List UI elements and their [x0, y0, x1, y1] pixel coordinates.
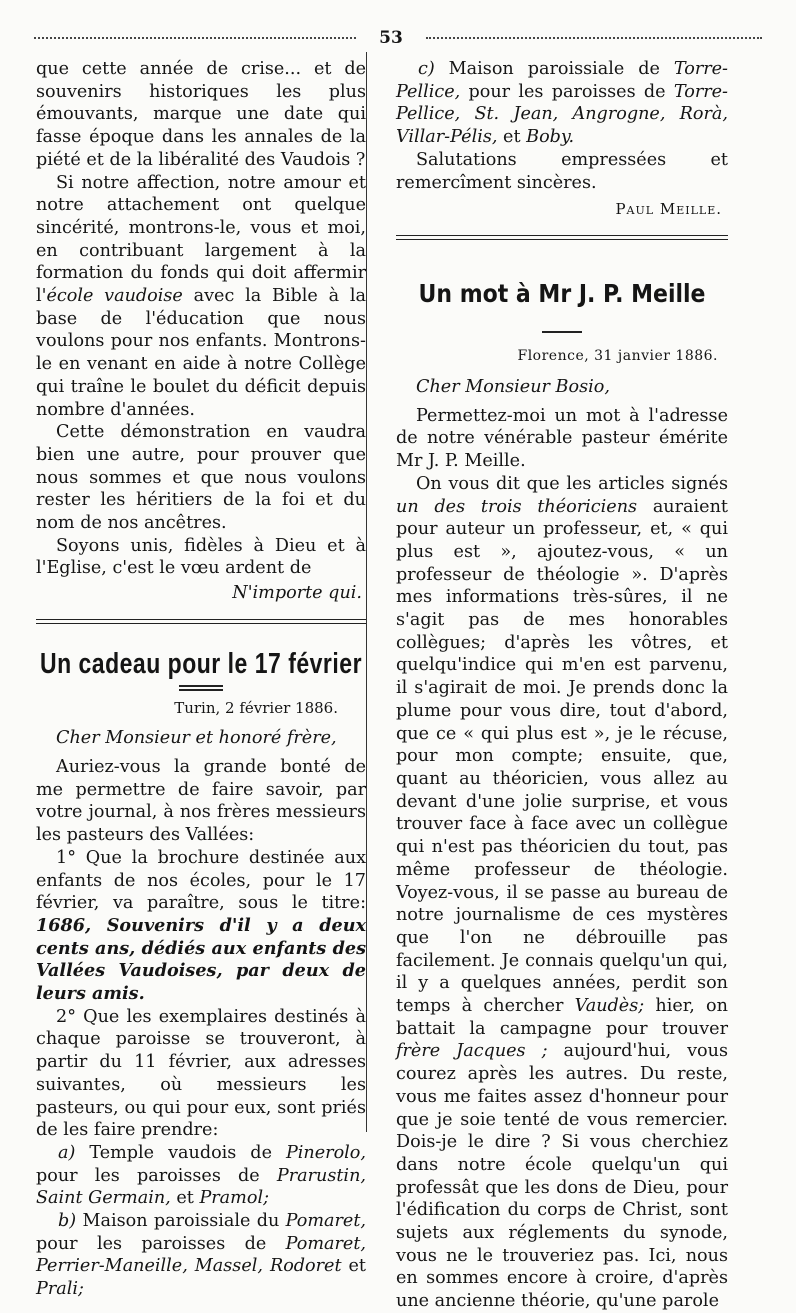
left-column: [36, 58, 366, 1301]
address-item: c) Maison paroissiale de Torre-Pellice, pour les paroisses de Torre-Pellice, St. Jean, Angrogne, Rorà, Villar-Pélis, et Boby.: [396, 59, 728, 148]
right-column: [396, 58, 728, 1313]
section-divider: [396, 235, 728, 240]
greeting: Cher Monsieur Bosio,: [416, 377, 610, 398]
address-item: b) Maison paroissiale du Pomaret, pour les paroisses de Pomaret, Perrier-Maneille, Massel, Rodoret et Prali;: [36, 1211, 366, 1300]
paragraph: Cette démonstration en vaudra bien une autre, pour prouver que nous sommes et que nous voulons rester les héritiers de la foi et du nom de nos ancêtres.: [36, 422, 366, 534]
page-header: [34, 28, 762, 46]
paragraph: Salutations empressées et remercîment sincères.: [396, 149, 728, 193]
dateline: Turin, 2 février 1886.: [174, 698, 338, 717]
paragraph: 1° Que la brochure destinée aux enfants de nos écoles, pour le 17 février, va paraître, sous le titre: 1686, Souvenirs d'il y a deux cents ans, dédiés aux enfants des Vallées Vaudoises, par deux de leurs amis.: [36, 847, 366, 1005]
greeting: Cher Monsieur et honoré frère,: [56, 728, 337, 749]
signature: Paul Meille.: [615, 200, 722, 219]
address-item: a) Temple vaudois de Pinerolo, pour les paroisses de Prarustin, Saint Germain, et Pramol;: [36, 1142, 366, 1209]
paragraph: Auriez-vous la grande bonté de me permettre de faire savoir, par votre journal, à nos frères messieurs les pasteurs des Vallées:: [36, 756, 366, 846]
dateline: Florence, 31 janvier 1886.: [517, 348, 718, 365]
title-ornament: [396, 317, 728, 340]
paragraph: On vous dit que les articles signés un des trois théoriciens auraient pour auteur un professeur, et, « qui plus est », ajoutez-vous, « un professeur de théologie ». D'après mes informations très-sûres, il ne s'agit pas de mes honorables collègues; d'après les vôtres, et quelqu'indice qui m'en est parvenu, il s'agirait de moi. Je prends donc la plume pour vous dire, tout d'abord, que ce « qui plus est », je le récuse, pour mon compte; ensuite, que, quant au théoricien, vous allez au devant d'une jolie surprise, et vous trouver face à face avec un collègue qui n'est pas théoricien du tout, pas même professeur de théologie. Voyez-vous, il se passe au bureau de notre journalisme de ces mystères que l'on ne débrouille pas facilement. Je connais quelqu'un qui, il y a quelques années, perdit son temps à chercher Vaudès; hier, on battait la campagne pour trouver frère Jacques ; aujourd'hui, vous courez après les autres. Du reste, vous me faites assez d'honneur pour que je soie tenté de vous remercier. Dois-je le dire ? Si vous cherchiez dans notre école quelqu'un qui professât que les dons de Dieu, pour l'édification du corps de Christ, sont sujets aux réglements du synode, vous ne le trouveriez pas. Ici, nous en sommes encore à croire, d'après une ancienne théorie, qu'une parole: [396, 473, 728, 1312]
signature: N'importe qui.: [232, 583, 362, 604]
paragraph: 2° Que les exemplaires destinés à chaque paroisse se trouveront, à partir du 11 février, aux adresses suivantes, où messieurs les pasteurs, ou qui pour eux, sont priés de les faire prendre:: [36, 1006, 366, 1141]
paragraph: Si notre affection, notre amour et notre attachement ont quelque sincérité, montrons-le, vous et moi, en contribuant largement à la formation du fonds qui doit affermir l'école vaudoise avec la Bible à la base de l'éducation que nous voulons pour nos enfants. Montrons-le en venant en aide à notre Collège qui traîne le boulet du déficit depuis nombre d'années.: [36, 172, 366, 420]
header-ornament-left: [34, 37, 356, 39]
title-ornament: [36, 685, 366, 691]
paragraph: que cette année de crise... et de souvenirs historiques les plus émouvants, marque une date qui fasse époque dans les annales de la piété et de la libéralité des Vaudois ?: [36, 59, 366, 170]
paragraph: Soyons unis, fidèles à Dieu et à l'Eglise, c'est le vœu ardent de: [36, 535, 366, 579]
page-number: 53: [379, 28, 403, 48]
article-title: Un mot à Mr J. P. Meille: [418, 279, 706, 309]
column-divider: [366, 52, 367, 1132]
header-ornament-right: [426, 37, 762, 39]
article-title: Un cadeau pour le 17 février: [39, 646, 363, 680]
paragraph: Permettez-moi un mot à l'adresse de notre vénérable pasteur émérite Mr J. P. Meille.: [396, 405, 728, 472]
section-divider: [36, 619, 366, 624]
